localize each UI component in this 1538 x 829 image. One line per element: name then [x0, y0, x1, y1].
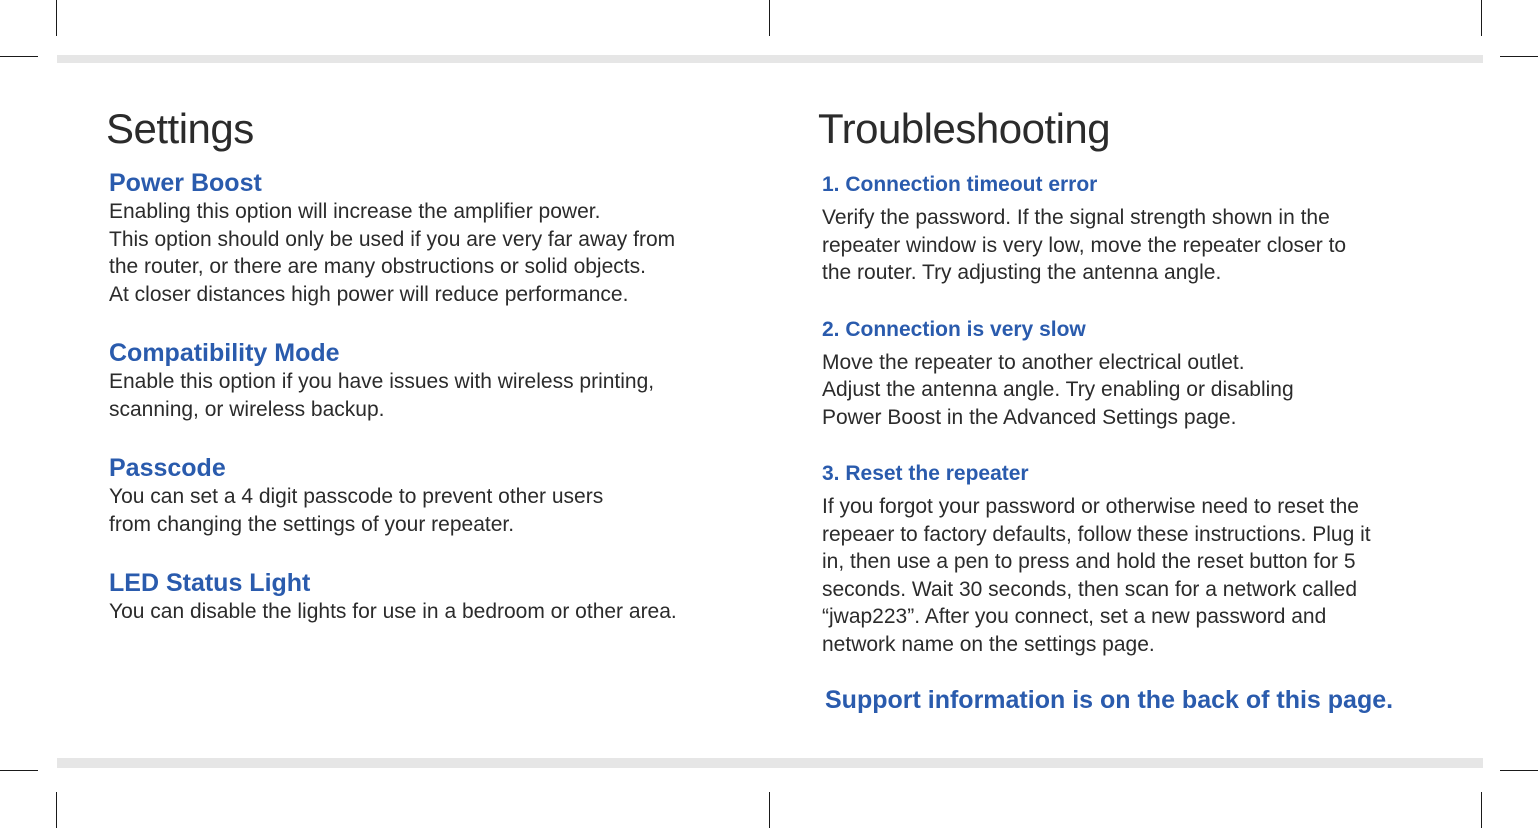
crop-mark-top-center — [769, 0, 770, 36]
settings-column — [109, 168, 749, 626]
crop-mark-right-top — [1500, 56, 1538, 57]
troubleshooting-item-slow — [822, 317, 1442, 432]
bottom-band — [57, 758, 1483, 768]
section-heading: Passcode — [109, 454, 226, 482]
settings-section-led-status-light — [109, 568, 749, 626]
crop-mark-bottom-center — [769, 792, 770, 828]
top-band — [57, 55, 1483, 63]
troubleshooting-column — [822, 172, 1442, 658]
troubleshooting-item-timeout — [822, 172, 1442, 287]
crop-mark-bottom-right — [1481, 792, 1482, 828]
section-body: You can set a 4 digit passcode to prevent other users from changing the settings of your repeater. — [109, 485, 604, 536]
section-heading: Power Boost — [109, 169, 262, 197]
settings-section-passcode — [109, 453, 749, 538]
section-body: Enable this option if you have issues with wireless printing, scanning, or wireless backup. — [109, 370, 655, 421]
item-body: Move the repeater to another electrical outlet. Adjust the antenna angle. Try enabling or disabling Power Boost in the Advanced Settings page. — [822, 350, 1294, 429]
section-heading: Compatibility Mode — [109, 339, 340, 367]
support-note: Support information is on the back of this page. — [825, 686, 1394, 714]
item-heading: 3. Reset the repeater — [822, 462, 1029, 485]
crop-mark-right-bottom — [1500, 770, 1538, 771]
section-body: Enabling this option will increase the amplifier power. This option should only be used if you are very far away from the router, or there are many obstructions or solid objects. At closer distances high power will reduce performance. — [109, 200, 676, 306]
item-heading: 2. Connection is very slow — [822, 317, 1086, 341]
settings-title: Settings — [106, 105, 254, 152]
item-body: Verify the password. If the signal strength shown in the repeater window is very low, move the repeater closer to the router. Try adjusting the antenna angle. — [822, 206, 1347, 284]
section-heading: LED Status Light — [109, 569, 311, 597]
crop-mark-left-bottom — [0, 770, 38, 771]
section-body: You can disable the lights for use in a bedroom or other area. — [109, 600, 677, 623]
settings-section-power-boost — [109, 168, 749, 308]
item-body: If you forgot your password or otherwise need to reset the repeaer to factory defaults, follow these instructions. Plug it in, then use a pen to press and hold the reset button for 5 seconds. Wait 30 seconds, then scan for a network called “jwap223”. After you connect, set a new password and network name on the settings page. — [822, 495, 1371, 656]
crop-mark-left-top — [0, 56, 38, 57]
crop-mark-bottom-left — [56, 792, 57, 828]
crop-mark-top-left — [56, 0, 57, 36]
settings-section-compatibility-mode — [109, 338, 749, 423]
troubleshooting-item-reset — [822, 461, 1442, 658]
item-heading: 1. Connection timeout error — [822, 173, 1098, 196]
troubleshooting-title: Troubleshooting — [818, 105, 1111, 152]
crop-mark-top-right — [1481, 0, 1482, 36]
